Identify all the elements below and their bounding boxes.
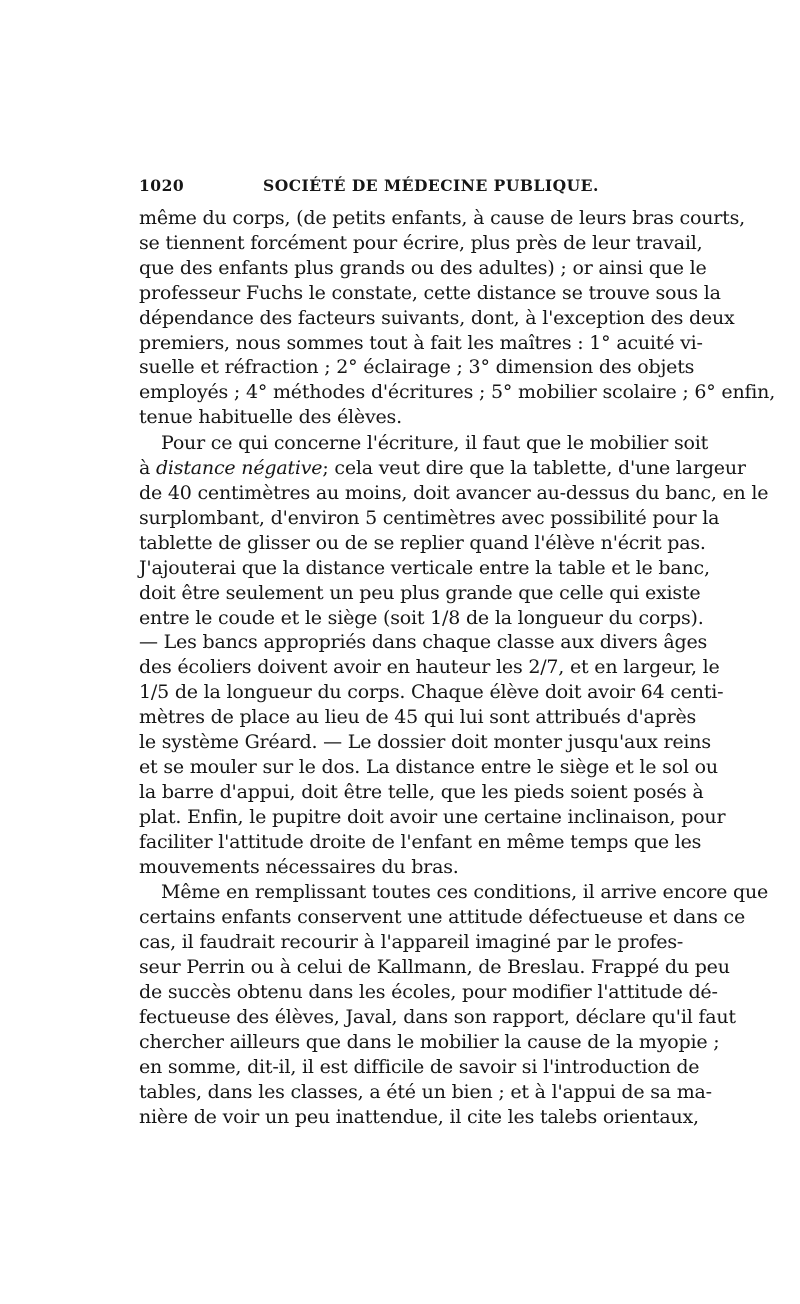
text-line: en somme, dit-il, il est difficile de savoir si l'introduction de — [139, 1055, 700, 1078]
text-line: de succès obtenu dans les écoles, pour modifier l'attitude dé- — [139, 981, 718, 1004]
text-line: tables, dans les classes, a été un bien ; et à l'appui de sa ma- — [139, 1080, 712, 1103]
text-line: certains enfants conservent une attitude défectueuse et dans ce — [139, 906, 746, 929]
text-line: entre le coude et le siège (soit 1/8 de la longueur du corps). — [139, 606, 704, 629]
text-line: tablette de glisser ou de se replier quand l'élève n'écrit pas. — [139, 531, 706, 554]
running-head — [139, 172, 672, 206]
text-line: J'ajouterai que la distance verticale entre la table et le banc, — [139, 556, 710, 579]
running-title: SOCIÉTÉ DE MÉDECINE PUBLIQUE. — [263, 176, 599, 195]
text-line: même du corps, (de petits enfants, à cause de leurs bras courts, — [139, 207, 745, 229]
text-line: à distance négative; cela veut dire que la tablette, d'une largeur — [139, 457, 746, 480]
text-line: mètres de place au lieu de 45 qui lui sont attribués d'après — [139, 706, 697, 729]
text-line: 1/5 de la longueur du corps. Chaque élève doit avoir 64 centi- — [139, 681, 724, 704]
paragraph — [139, 206, 776, 430]
text-line: cas, il faudrait recourir à l'appareil imaginé par le profes- — [139, 931, 684, 954]
text-line: suelle et réfraction ; 2° éclairage ; 3° dimension des objets — [139, 356, 695, 379]
text-line: tenue habituelle des élèves. — [139, 406, 402, 429]
text-line: nière de voir un peu inattendue, il cite les talebs orientaux, — [139, 1105, 699, 1128]
text-line: le système Gréard. — Le dossier doit monter jusqu'aux reins — [139, 731, 711, 754]
text-line: doit être seulement un peu plus grande que celle qui existe — [139, 581, 701, 604]
text-line: se tiennent forcément pour écrire, plus près de leur travail, — [139, 231, 703, 254]
emphasis: distance négative — [155, 457, 323, 480]
text-line: de 40 centimètres au moins, doit avancer au-dessus du banc, en le — [139, 481, 769, 504]
text-line: plat. Enfin, le pupitre doit avoir une certaine inclinaison, pour — [139, 805, 726, 828]
body-text — [139, 206, 776, 1130]
text-line: surplombant, d'environ 5 centimètres avec possibilité pour la — [139, 506, 720, 529]
page-number: 1020 — [139, 176, 185, 195]
text-line: mouvements nécessaires du bras. — [139, 855, 459, 878]
text-line: premiers, nous sommes tout à fait les maîtres : 1° acuité vi- — [139, 331, 703, 354]
text-line: dépendance des facteurs suivants, dont, à l'exception des deux — [139, 306, 735, 329]
text-line: Même en remplissant toutes ces conditions, il arrive encore que — [161, 881, 769, 904]
text-line: professeur Fuchs le constate, cette distance se trouve sous la — [139, 281, 721, 304]
text-line: employés ; 4° méthodes d'écritures ; 5° mobilier scolaire ; 6° enfin, — [139, 381, 776, 404]
text-line: seur Perrin ou à celui de Kallmann, de Breslau. Frappé du peu — [139, 956, 730, 979]
book-page — [139, 172, 776, 1130]
text-line: Pour ce qui concerne l'écriture, il faut que le mobilier soit — [161, 432, 709, 455]
text-line: — Les bancs appropriés dans chaque classe aux divers âges — [139, 631, 708, 654]
paragraph — [139, 431, 769, 879]
text-line: faciliter l'attitude droite de l'enfant en même temps que les — [139, 830, 702, 853]
text-line: des écoliers doivent avoir en hauteur les 2/7, et en largeur, le — [139, 656, 720, 679]
text-line: chercher ailleurs que dans le mobilier la cause de la myopie ; — [139, 1030, 720, 1053]
text-line: que des enfants plus grands ou des adultes) ; or ainsi que le — [139, 256, 707, 279]
text-line: fectueuse des élèves, Javal, dans son rapport, déclare qu'il faut — [139, 1006, 736, 1028]
text-line: la barre d'appui, doit être telle, que les pieds soient posés à — [139, 780, 704, 803]
text-line: et se mouler sur le dos. La distance entre le siège et le sol ou — [139, 755, 718, 778]
paragraph — [139, 880, 769, 1129]
